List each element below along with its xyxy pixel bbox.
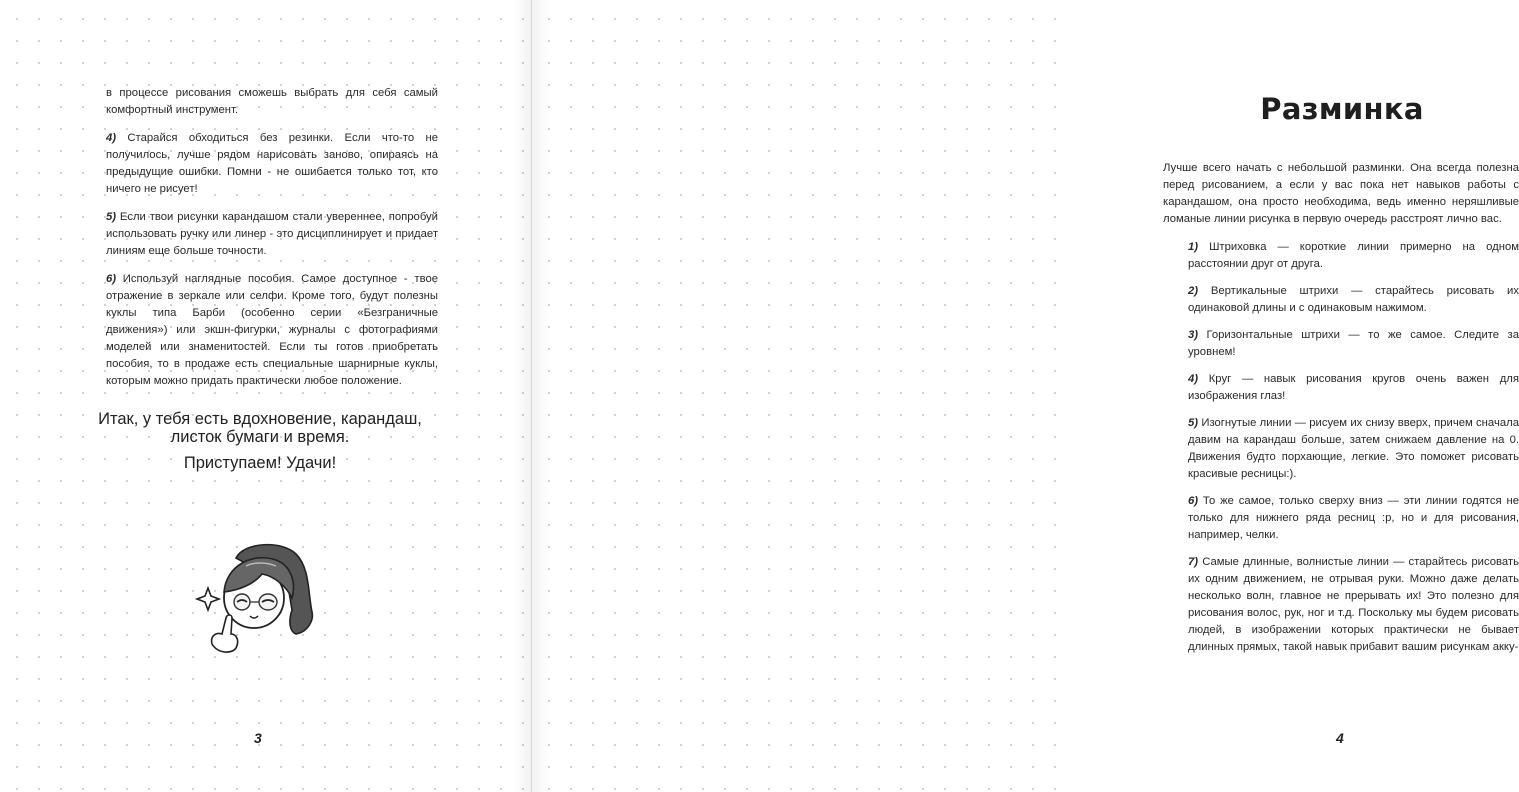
exercise-list: [1163, 239, 1519, 656]
tip-number: 4): [106, 132, 117, 144]
page-number: 3: [254, 730, 262, 746]
tip-6: [106, 271, 438, 390]
list-item: [1188, 283, 1519, 317]
closing-message: [90, 410, 430, 480]
intro-paragraph: Лучше всего начать с небольшой разминки. Она всегда полезна перед рисованием, а если у вас пока нет навыков работы с карандашом, она просто необходима, ведь именно неряшливые ломаные линии рисунка в первую очередь расстроят лично вас.: [1163, 162, 1519, 225]
item-number: 6): [1188, 495, 1199, 507]
item-number: 4): [1188, 373, 1199, 385]
tip-text: Используй наглядные пособия. Самое доступное - твое отражение в зеркале или селфи. Кроме того, будут полезны куклы типа Барби (особенно серии «Безграничные движения») или экшн-фигурки, журналы с фотографиями моделей или знаменитостей. Если ты готов приобретать пособия, то в продаже есть специальные шарнирные куклы, которым можно придать практически любое положение.: [106, 273, 439, 387]
list-item: [1188, 327, 1519, 361]
page-number: 4: [1336, 730, 1344, 746]
list-item: [1188, 493, 1519, 544]
list-item: [1188, 554, 1519, 656]
tip-4: [106, 130, 438, 198]
gutter-shadow: [532, 0, 550, 792]
item-number: 2): [1188, 285, 1199, 297]
tip-5: [106, 209, 438, 260]
left-page: [0, 0, 532, 792]
item-text: Круг — навык рисования кругов очень важен для изображения глаз!: [1188, 373, 1519, 402]
item-number: 1): [1188, 241, 1199, 253]
tip-number: 5): [106, 211, 117, 223]
item-text: Изогнутые линии — рисуем их снизу вверх, причем сначала давим на карандаш больше, затем снижаем давление на 0. Движения будто порхающие, легкие. Это поможет рисовать красивые ресницы:).: [1188, 417, 1519, 480]
item-number: 5): [1188, 417, 1199, 429]
item-text: Вертикальные штрихи — старайтесь рисовать их одинаковой длины и с одинаковым нажимом.: [1188, 285, 1519, 314]
girl-with-glasses-pointing-icon: [196, 536, 326, 666]
item-text: Горизонтальные штрихи — то же самое. Следите за уровнем!: [1188, 329, 1519, 358]
item-text: Штриховка — короткие линии примерно на одном расстоянии друг от друга.: [1188, 241, 1519, 270]
list-item: [1188, 371, 1519, 405]
tip-number: 6): [106, 273, 117, 285]
list-item: [1188, 415, 1519, 483]
item-number: 7): [1188, 556, 1199, 568]
item-text: То же самое, только сверху вниз — эти линии годятся не только для нижнего ряда ресниц :р, но и для рисования, например, челки.: [1188, 495, 1519, 541]
right-body-text: [1163, 160, 1519, 666]
item-number: 3): [1188, 329, 1199, 341]
closing-line-2: Приступаем! Удачи!: [183, 454, 337, 472]
closing-line-1: Итак, у тебя есть вдохновение, карандаш, листок бумаги и время.: [98, 410, 422, 446]
page-title: Разминка: [1260, 92, 1424, 126]
list-item: [1188, 239, 1519, 273]
gutter-shadow: [513, 0, 531, 792]
right-page: [532, 0, 1519, 792]
paragraph-continuation: в процессе рисования сможешь выбрать для себя самый комфортный инструмент.: [106, 87, 438, 116]
item-text: Самые длинные, волнистые линии — старайтесь рисовать их одним движением, не отрывая руки. Можно даже делать несколько волн, главное не прерывать их! Это полезно для рисования волос, рук, ног и т.д. Поскольку мы будем рисовать людей, в изображении которых практически не бывает длинных прямых, такой навык прибавит вашим рисункам акку-: [1188, 556, 1519, 653]
left-body-text: [106, 85, 438, 401]
tip-text: Старайся обходиться без резинки. Если что-то не получилось, лучше рядом нарисовать заново, опираясь на предыдущие ошибки. Помни - не ошибается только тот, кто ничего не рисует!: [106, 132, 439, 195]
tip-text: Если твои рисунки карандашом стали увереннее, попробуй использовать ручку или линер - это дисциплинирует и придает линиям еще больше точности.: [106, 211, 438, 257]
